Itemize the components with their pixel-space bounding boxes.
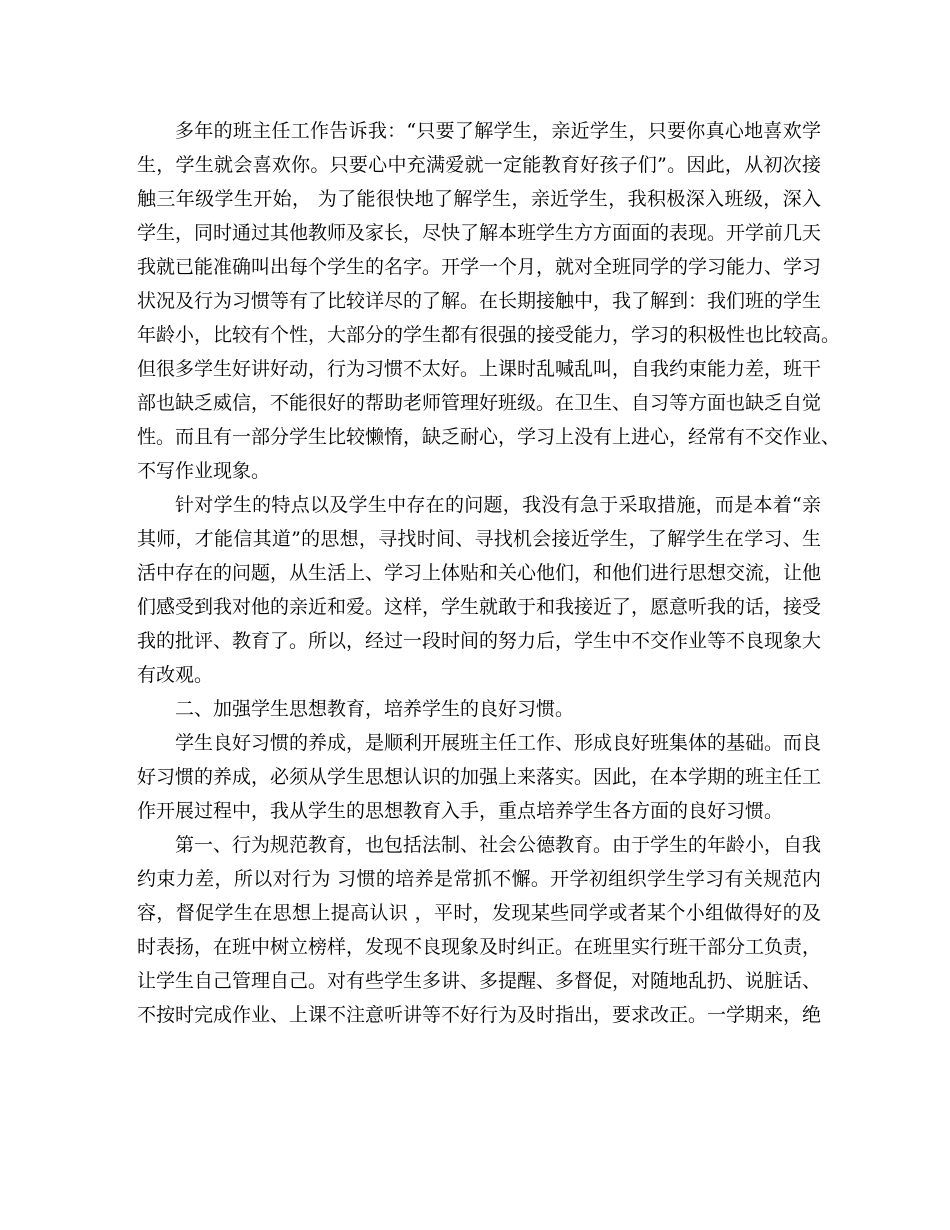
paragraph-4 [137,726,821,828]
paragraph-line: 针对学生的特点以及学生中存在的问题，我没有急于采取措施，而是本着“亲 [175,494,821,516]
document-body [137,114,841,1032]
section-heading-text: 二、加强学生思想教育，培养学生的良好习惯。 [175,698,575,720]
paragraph-line: 学生，同时通过其他教师及家长，尽快了解本班学生方方面面的表现。开学前几天 [137,222,822,244]
paragraph-line: 生，学生就会喜欢你。只要心中充满爱就一定能教育好孩子们”。因此，从初次接 [137,154,821,176]
paragraph-line: 约束力差，所以对行为 习惯的培养是常抓不懈。开学初组织学生学习有关规范内 [137,868,821,890]
paragraph-line: 触三年级学生开始， 为了能很快地了解学生，亲近学生，我积极深入班级，深入 [137,188,821,210]
paragraph-line: 部也缺乏威信，不能很好的帮助老师管理好班级。在卫生、自习等方面也缺乏自觉 [137,392,822,414]
paragraph-2 [137,488,821,692]
paragraph-line: 性。而且有一部分学生比较懒惰，缺乏耐心，学习上没有上进心，经常有不交作业、 [137,426,841,448]
paragraph-line: 我就已能准确叫出每个学生的名字。开学一个月，就对全班同学的学习能力、学习 [137,256,822,278]
paragraph-5 [137,828,821,1032]
paragraph-line: 作开展过程中，我从学生的思想教育入手，重点培养学生各方面的良好习惯。 [137,800,784,822]
paragraph-line: 容，督促学生在思想上提高认识 ，平时，发现某些同学或者某个小组做得好的及 [137,902,821,924]
paragraph-line: 但很多学生好讲好动，行为习惯不太好。上课时乱喊乱叫，自我约束能力差，班干 [137,358,822,380]
paragraph-line: 不写作业现象。 [137,460,271,482]
paragraph-line: 学生良好习惯的养成，是顺利开展班主任工作、形成良好班集体的基础。而良 [175,732,822,754]
section-heading [137,692,821,726]
paragraph-line: 活中存在的问题，从生活上、学习上体贴和关心他们，和他们进行思想交流，让他 [137,562,822,584]
paragraph-line: 我的批评、教育了。所以，经过一段时间的努力后，学生中不交作业等不良现象大 [137,630,822,652]
paragraph-line: 们感受到我对他的亲近和爱。这样，学生就敢于和我接近了，愿意听我的话，接受 [137,596,822,618]
paragraph-line: 年龄小，比较有个性，大部分的学生都有很强的接受能力，学习的积极性也比较高。 [137,324,841,346]
paragraph-line: 状况及行为习惯等有了比较详尽的了解。在长期接触中，我了解到：我们班的学生 [137,290,822,312]
paragraph-line: 有改观。 [137,664,214,686]
paragraph-1 [137,114,841,488]
paragraph-line: 第一、行为规范教育，也包括法制、社会公德教育。由于学生的年龄小，自我 [175,834,822,856]
paragraph-line: 让学生自己管理自己。对有些学生多讲、多提醒、多督促，对随地乱扔、说脏话、 [137,970,822,992]
paragraph-line: 时表扬，在班中树立榜样，发现不良现象及时纠正。在班里实行班干部分工负责， [137,936,822,958]
paragraph-line: 其师，才能信其道”的思想，寻找时间、寻找机会接近学生，了解学生在学习、生 [137,528,821,550]
paragraph-line: 不按时完成作业、上课不注意听讲等不好行为及时指出，要求改正。一学期来，绝 [137,1004,822,1026]
paragraph-line: 多年的班主任工作告诉我：“只要了解学生，亲近学生，只要你真心地喜欢学 [175,120,821,142]
paragraph-line: 好习惯的养成，必须从学生思想认识的加强上来落实。因此，在本学期的班主任工 [137,766,822,788]
